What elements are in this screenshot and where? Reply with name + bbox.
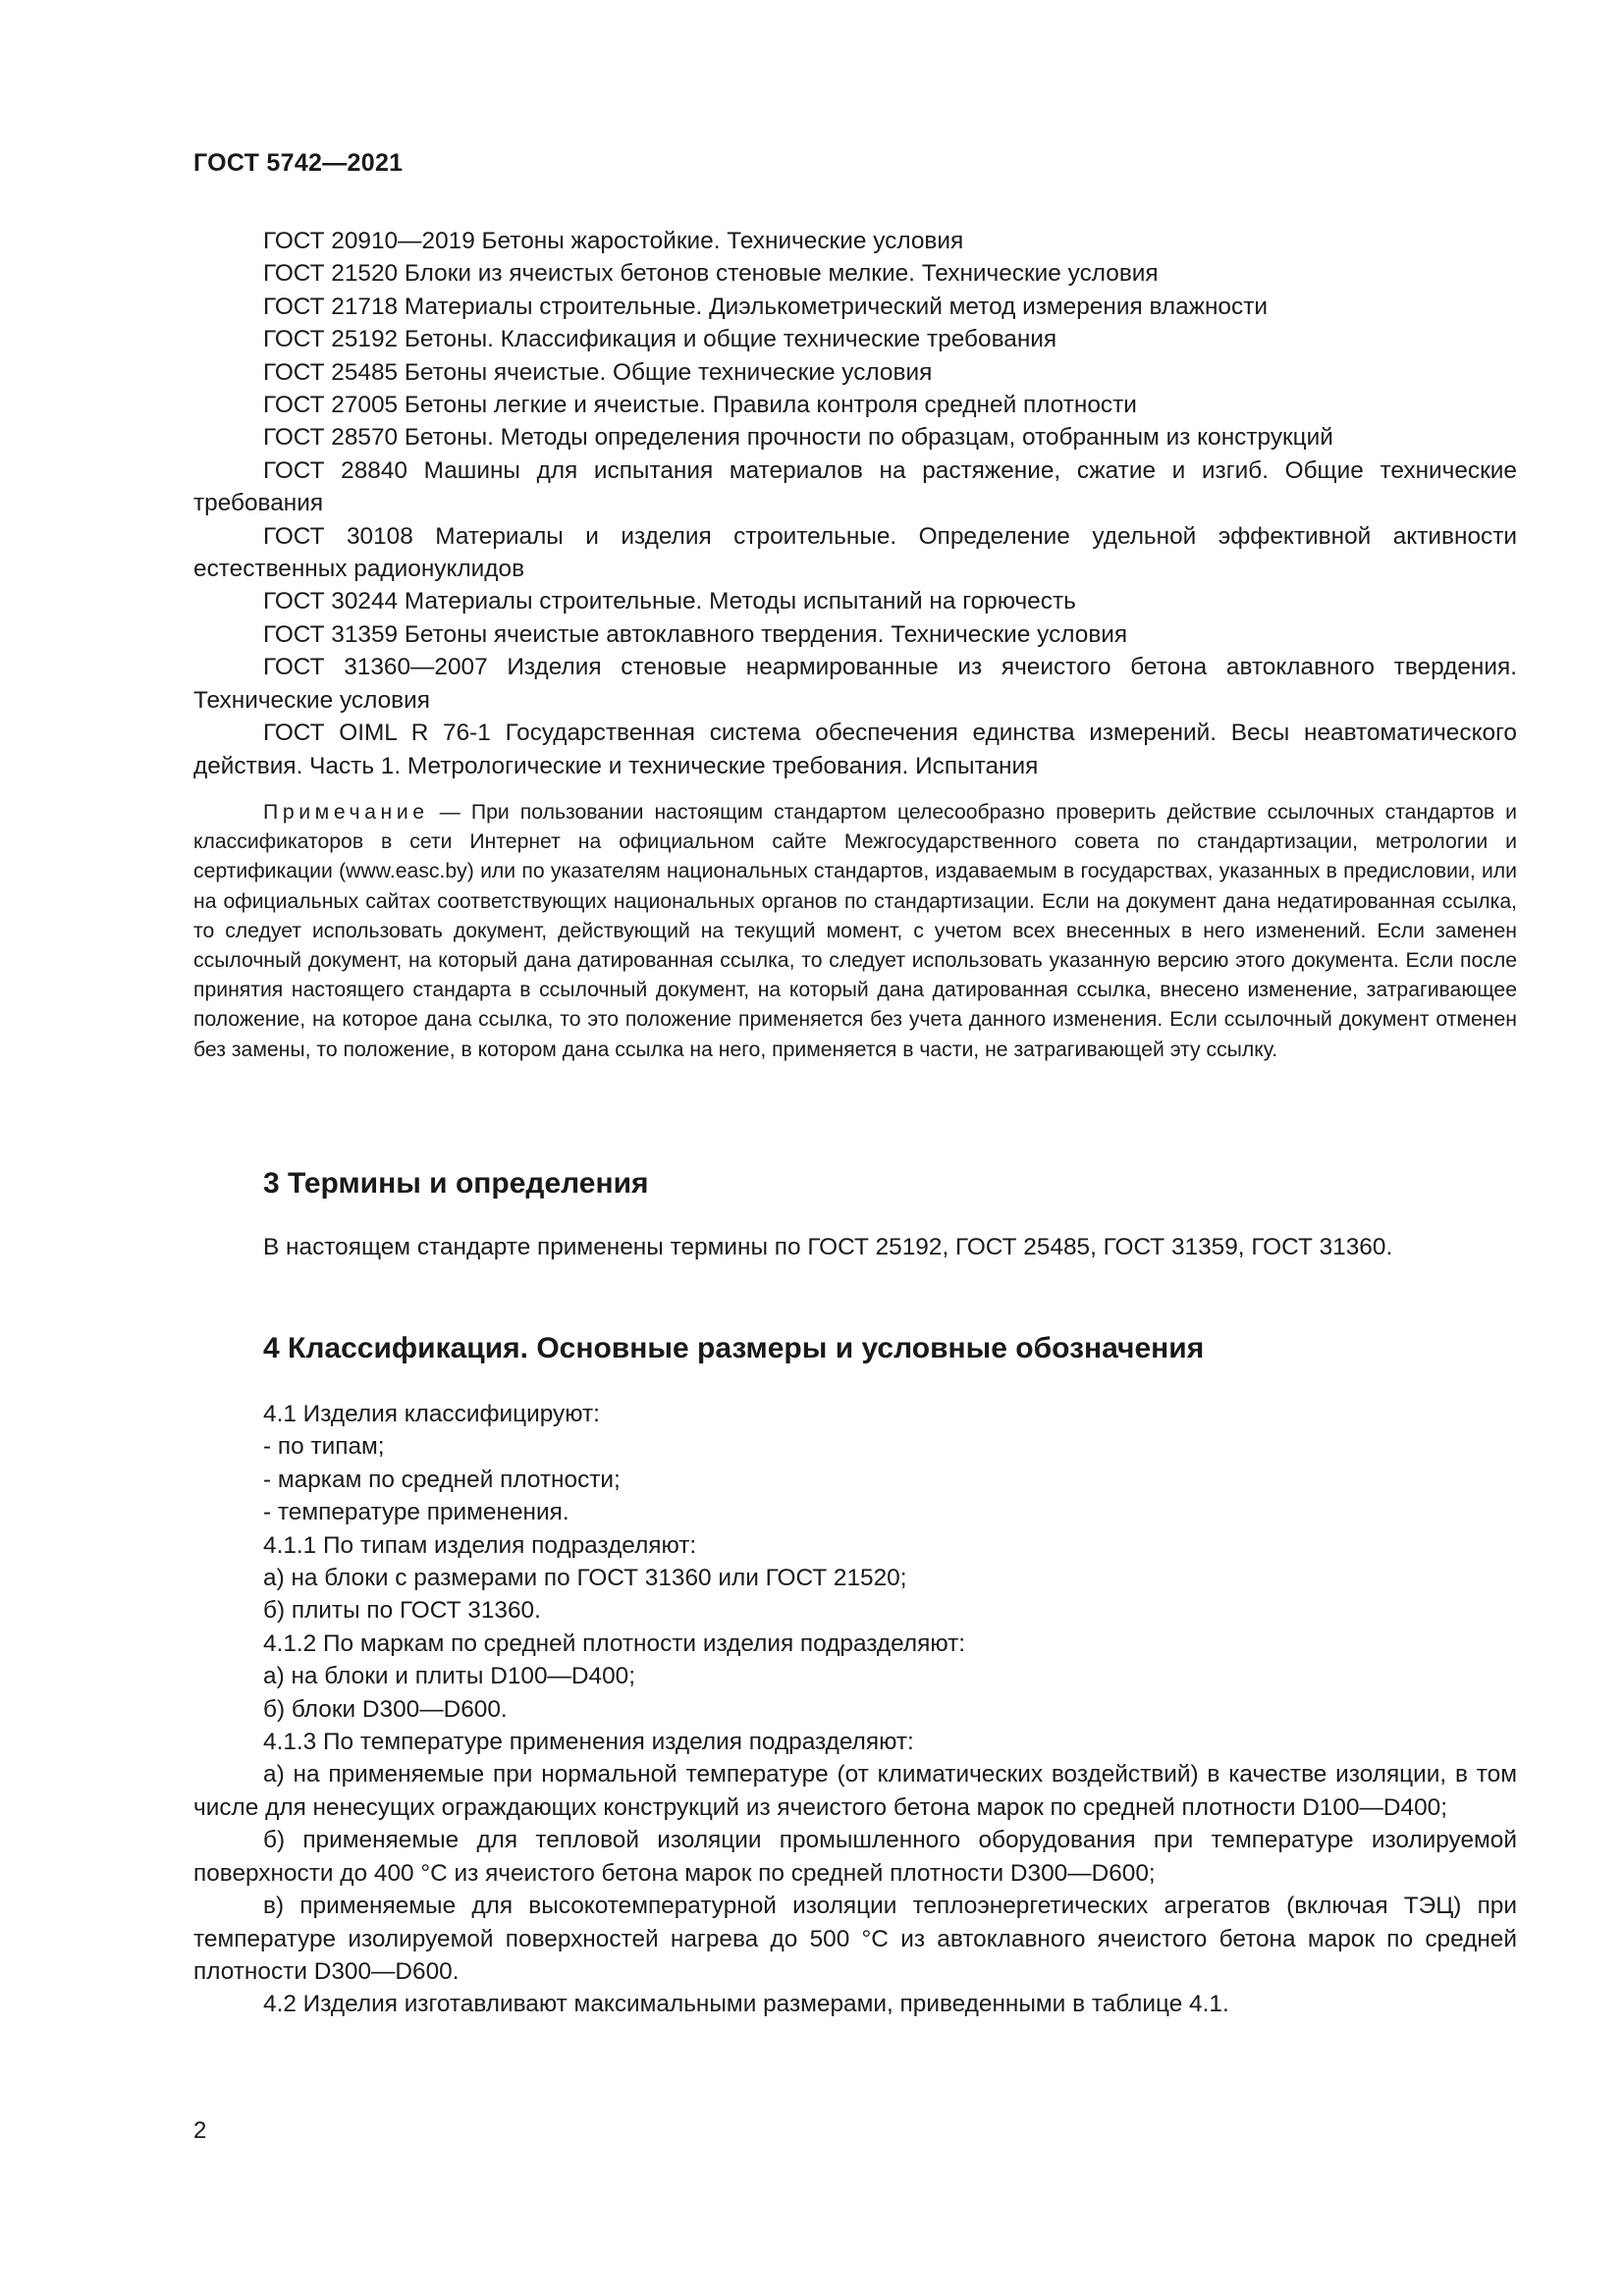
reference-item: ГОСТ 20910—2019 Бетоны жаростойкие. Технические условия bbox=[263, 228, 964, 254]
section-3-body bbox=[193, 1228, 1517, 1266]
reference-item: ГОСТ 28840 Машины для испытания материалов на растяжение, сжатие и изгиб. Общие технические требования bbox=[193, 456, 1517, 517]
classification-line: а) на блоки и плиты D100—D400; bbox=[263, 1663, 636, 1690]
reference-item: ГОСТ 31359 Бетоны ячеистые автоклавного твердения. Технические условия bbox=[263, 620, 1128, 648]
references-note bbox=[193, 798, 1517, 1065]
classification-line: 4.1.2 По маркам по средней плотности изделия подразделяют: bbox=[263, 1629, 966, 1657]
section-4-heading: 4 Классификация. Основные размеры и условные обозначения bbox=[263, 1332, 1205, 1364]
classification-line: а) на применяемые при нормальной температуре (от климатических воздействий) в качестве изоляции, в том числе для ненесущих ограждающих конструкций из ячеистого бетона марок по средней плотности D100—D400; bbox=[193, 1761, 1517, 1821]
reference-item: ГОСТ 25485 Бетоны ячеистые. Общие технические условия bbox=[263, 358, 933, 386]
reference-item: ГОСТ 21718 Материалы строительные. Диэлькометрический метод измерения влажности bbox=[263, 293, 1268, 320]
reference-item: ГОСТ 31360—2007 Изделия стеновые неармированные из ячеистого бетона автоклавного твердения. Технические условия bbox=[193, 654, 1517, 714]
reference-item: ГОСТ 30244 Материалы строительные. Методы испытаний на горючесть bbox=[263, 588, 1076, 615]
page-number: 2 bbox=[193, 2117, 207, 2144]
reference-item: ГОСТ 30108 Материалы и изделия строительные. Определение удельной эффективной активности естественных радионуклидов bbox=[193, 522, 1517, 583]
classification-line: 4.2 Изделия изготавливают максимальными размерами, приведенными в таблице 4.1. bbox=[263, 1991, 1229, 2018]
normative-references-list bbox=[193, 225, 1517, 782]
reference-item: ГОСТ 28570 Бетоны. Методы определения прочности по образцам, отобранным из конструкций bbox=[263, 424, 1333, 452]
document-code-header: ГОСТ 5742—2021 bbox=[193, 149, 404, 177]
note-paragraph bbox=[193, 798, 1517, 1065]
note-label: Примечание bbox=[263, 801, 429, 824]
classification-line: - температуре применения. bbox=[263, 1499, 569, 1526]
classification-line: - по типам; bbox=[263, 1433, 385, 1461]
classification-line: 4.1 Изделия классифицируют: bbox=[263, 1401, 600, 1427]
classification-line: б) блоки D300—D600. bbox=[263, 1695, 508, 1723]
section-3-heading: 3 Термины и определения bbox=[263, 1167, 649, 1200]
classification-line: 4.1.1 По типам изделия подразделяют: bbox=[263, 1531, 697, 1559]
classification-line: - маркам по средней плотности; bbox=[263, 1466, 621, 1493]
classification-line: б) применяемые для тепловой изоляции промышленного оборудования при температуре изолируемой поверхности до 400 °С из ячеистого бетона марок по средней плотности D300—D600; bbox=[193, 1827, 1517, 1887]
reference-item: ГОСТ 25192 Бетоны. Классификация и общие технические требования bbox=[263, 326, 1057, 353]
reference-item: ГОСТ OIML R 76-1 Государственная система обеспечения единства измерений. Весы неавтоматического действия. Часть 1. Метрологические и технические требования. Испытания bbox=[193, 720, 1517, 779]
classification-line: а) на блоки с размерами по ГОСТ 31360 или ГОСТ 21520; bbox=[263, 1565, 907, 1592]
section-3-text: В настоящем стандарте применены термины по ГОСТ 25192, ГОСТ 25485, ГОСТ 31359, ГОСТ 31360. bbox=[263, 1234, 1393, 1260]
note-text: — При пользовании настоящим стандартом целесообразно проверить действие ссылочных стандартов и классификаторов в сети Интернет на официальном сайте Межгосударственного совета по стандартизации, метрологии и сертификации (www.easc.by) или по указателям национальных стандартов, издаваемым в государствах, указанных в предисловии, или на официальных сайтах соответствующих национальных органов по стандартизации. Если на документ дана недатированная ссылка, то следует использовать документ, действующий на текущий момент, с учетом всех внесенных в него изменений. Если заменен ссылочный документ, на который дана датированная ссылка, то следует использовать указанную версию этого документа. Если после принятия настоящего стандарта в ссылочный документ, на который дана датированная ссылка, внесено изменение, затрагивающее положение, на которое дана ссылка, то это положение применяется без учета данного изменения. Если ссылочный документ отменен без замены, то положение, в котором дана ссылка на него, применяется в части, не затрагивающей эту ссылку. bbox=[193, 801, 1517, 1061]
classification-line: в) применяемые для высокотемпературной изоляции теплоэнергетических агрегатов (включая ТЭЦ) при температуре изолируемой поверхностей нагрева до 500 °С из автоклавного ячеистого бетона марок по средней плотности D300—D600. bbox=[193, 1893, 1517, 1985]
classification-line: б) плиты по ГОСТ 31360. bbox=[263, 1597, 541, 1625]
reference-item: ГОСТ 21520 Блоки из ячеистых бетонов стеновые мелкие. Технические условия bbox=[263, 260, 1159, 288]
section-4-body bbox=[193, 1398, 1517, 2021]
classification-line: 4.1.3 По температуре применения изделия подразделяют: bbox=[263, 1729, 914, 1756]
reference-item: ГОСТ 27005 Бетоны легкие и ячеистые. Правила контроля средней плотности bbox=[263, 392, 1137, 419]
